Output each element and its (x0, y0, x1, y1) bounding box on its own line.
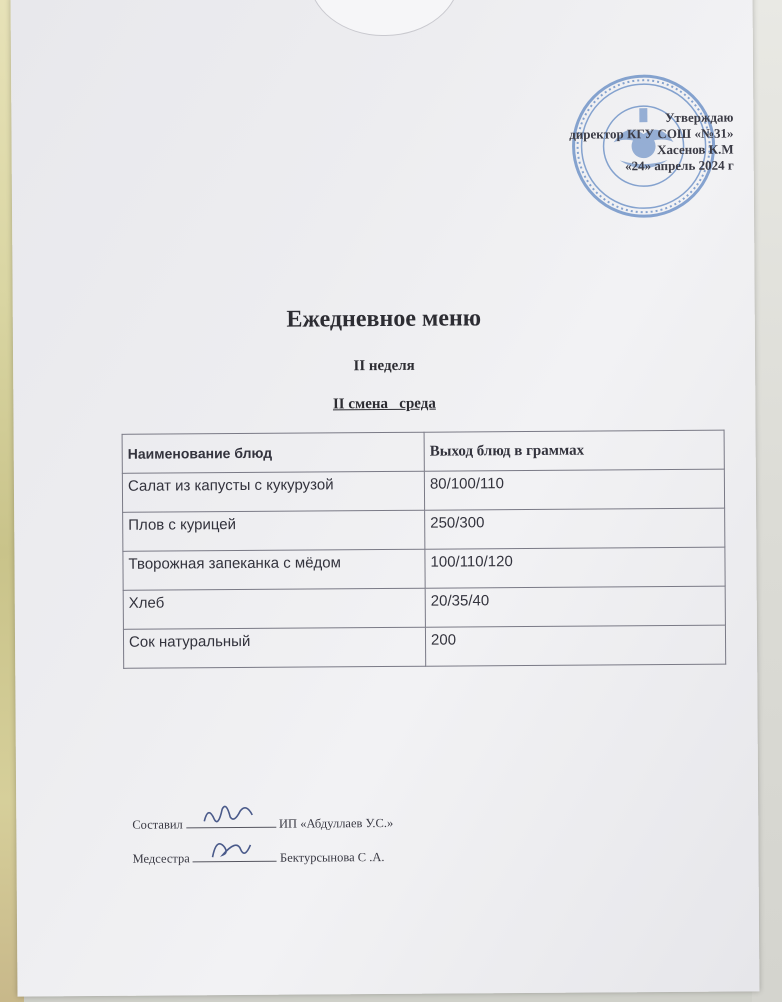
signature-nurse (132, 846, 384, 867)
dish-portion: 100/110/120 (425, 547, 725, 588)
dish-name: Творожная запеканка с мёдом (123, 549, 425, 590)
header-dish-name: Наименование блюд (122, 432, 424, 473)
dish-name: Сок натуральный (123, 627, 425, 668)
nurse-name: Бектурсынова С .А. (279, 850, 385, 865)
table-row (123, 586, 725, 629)
dish-portion: 200 (425, 625, 725, 666)
approval-line-date: «24» апрель 2024 г (625, 157, 734, 174)
dish-name: Салат из капусты с кукурузой (122, 471, 424, 512)
dish-name: Плов с курицей (123, 510, 425, 551)
table-row (123, 547, 725, 590)
compiled-label: Составил (132, 817, 183, 832)
approval-line-approve: Утверждаю (664, 109, 734, 126)
table-row (122, 469, 724, 512)
approval-block (569, 110, 734, 175)
dish-name: Хлеб (123, 588, 425, 629)
nurse-label: Медсестра (132, 851, 190, 866)
handwritten-signature (200, 799, 260, 829)
nurse-signature-line (193, 847, 277, 863)
table-row (123, 625, 725, 668)
week-label: II неделя (353, 357, 415, 375)
table-row (123, 508, 725, 551)
approval-line-name: Хасенов К.М (657, 141, 734, 158)
signature-compiled (132, 812, 393, 833)
shift-day-label: II смена среда (332, 395, 436, 413)
dish-portion: 20/35/40 (425, 586, 725, 627)
compiled-signature-line (186, 813, 276, 829)
dish-portion: 250/300 (425, 508, 725, 549)
menu-table (122, 430, 727, 669)
compiled-name: ИП «Абдуллаев У.С.» (278, 815, 394, 831)
table-header-row (122, 430, 724, 473)
handwritten-signature (207, 833, 257, 863)
document-sheet (11, 0, 760, 997)
menu-title: Ежедневное меню (286, 305, 482, 333)
file-tab-cutout (308, 0, 461, 37)
approval-line-director: директор КГУ СОШ «№31» (569, 125, 734, 142)
header-portion-grams: Выход блюд в граммах (424, 430, 724, 471)
dish-portion: 80/100/110 (424, 469, 724, 510)
